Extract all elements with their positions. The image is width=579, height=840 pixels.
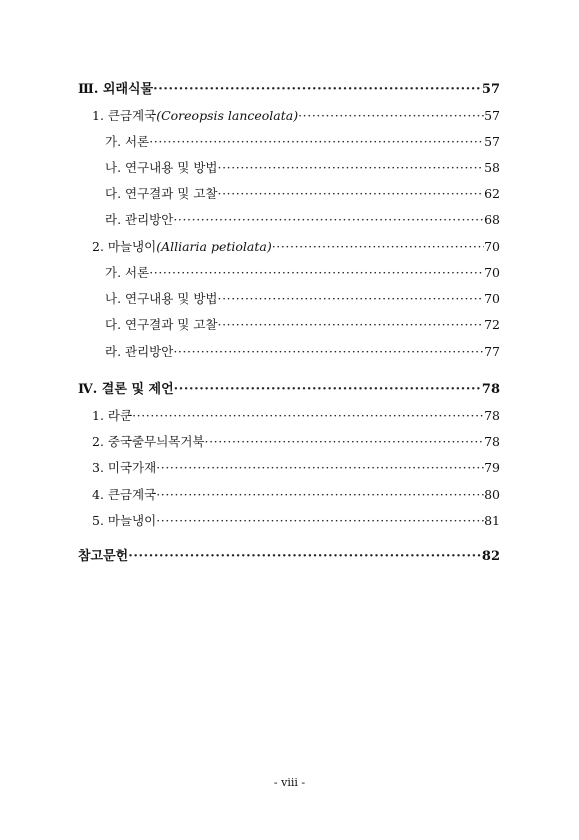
dot-leader (205, 434, 485, 449)
toc-entry-title: 나. 연구내용 및 방법 (105, 291, 218, 306)
toc-entry-page-number: 70 (484, 265, 500, 280)
toc-entry-title: 나. 연구내용 및 방법 (105, 160, 218, 175)
page-number-footer: - viii - (273, 776, 306, 789)
dot-leader (272, 239, 484, 254)
toc-entry[interactable] (105, 184, 500, 204)
dot-leader (149, 265, 484, 280)
toc-entry-title: Ⅳ. 결론 및 제언 (78, 382, 174, 397)
toc-entry-title: 4. 큰금계국 (92, 487, 157, 502)
toc-entry-title: 1. 라쿤 (92, 408, 133, 423)
toc-entry-scientific-name: (Coreopsis lanceolata) (156, 108, 299, 123)
toc-entry-title: 참고문헌 (78, 549, 129, 564)
dot-leader (156, 513, 484, 528)
toc-entry-page-number: 62 (484, 186, 500, 201)
toc-entry-page-number: 57 (481, 82, 500, 97)
toc-entry-page-number: 78 (484, 408, 500, 423)
toc-entry-title: 다. 연구결과 및 고찰 (105, 186, 218, 201)
toc-entry-page-number: 78 (481, 382, 500, 397)
toc-entry-title: 1. 큰금계국(Coreopsis lanceolata) (92, 108, 299, 123)
toc-entry-title: 2. 중국줄무늬목거북 (92, 434, 205, 449)
toc-entry[interactable] (92, 458, 500, 478)
toc-entry-title: Ⅲ. 외래식물 (78, 82, 154, 97)
dot-leader (298, 108, 484, 123)
toc-entry[interactable] (105, 263, 500, 283)
toc-entry[interactable] (105, 315, 500, 335)
dot-leader (153, 82, 482, 97)
toc-entry-page-number: 70 (484, 291, 500, 306)
dot-leader (174, 382, 482, 397)
toc-entry[interactable] (92, 106, 500, 126)
toc-entry[interactable] (92, 406, 500, 426)
toc-entry-page-number: 72 (484, 317, 500, 332)
toc-entry-title: 3. 미국가재 (92, 460, 157, 475)
toc-entry[interactable] (105, 158, 500, 178)
toc-entry-title: 다. 연구결과 및 고찰 (105, 317, 218, 332)
toc-entry-page-number: 58 (484, 160, 500, 175)
dot-leader (128, 549, 482, 564)
dot-leader (173, 344, 484, 359)
toc-entry[interactable] (78, 78, 500, 98)
toc-entry-scientific-name: (Alliaria petiolata) (156, 239, 272, 254)
toc-entry[interactable] (78, 545, 500, 565)
toc-entry[interactable] (105, 289, 500, 309)
toc-entry-title: 2. 마늘냉이(Alliaria petiolata) (92, 239, 272, 254)
toc-entry[interactable] (105, 210, 500, 230)
toc-entry-page-number: 82 (481, 549, 500, 564)
toc-entry-page-number: 57 (484, 108, 500, 123)
toc-entry-page-number: 81 (484, 513, 500, 528)
toc-entry-page-number: 78 (484, 434, 500, 449)
toc-entry-title: 라. 관리방안 (105, 344, 174, 359)
toc-entry-title: 가. 서론 (105, 265, 150, 280)
toc-entry[interactable] (92, 485, 500, 505)
toc-entry[interactable] (105, 132, 500, 152)
dot-leader (149, 134, 484, 149)
dot-leader (218, 160, 485, 175)
toc-entry-page-number: 80 (484, 487, 500, 502)
dot-leader (218, 317, 485, 332)
toc-entry-title: 5. 마늘냉이 (92, 513, 157, 528)
dot-leader (132, 408, 484, 423)
dot-leader (173, 212, 484, 227)
toc-entry-title: 가. 서론 (105, 134, 150, 149)
toc-entry-title: 라. 관리방안 (105, 212, 174, 227)
dot-leader (156, 460, 484, 475)
toc-entry-page-number: 70 (484, 239, 500, 254)
toc-entry-page-number: 77 (484, 344, 500, 359)
toc-entry[interactable] (92, 237, 500, 257)
dot-leader (218, 291, 485, 306)
toc-entry[interactable] (92, 511, 500, 531)
toc-entry-page-number: 68 (484, 212, 500, 227)
toc-entry[interactable] (105, 342, 500, 362)
toc-entry-page-number: 79 (484, 460, 500, 475)
toc-entry[interactable] (78, 378, 500, 398)
toc-entry[interactable] (92, 432, 500, 452)
toc-entry-page-number: 57 (484, 134, 500, 149)
dot-leader (156, 487, 484, 502)
dot-leader (218, 186, 485, 201)
